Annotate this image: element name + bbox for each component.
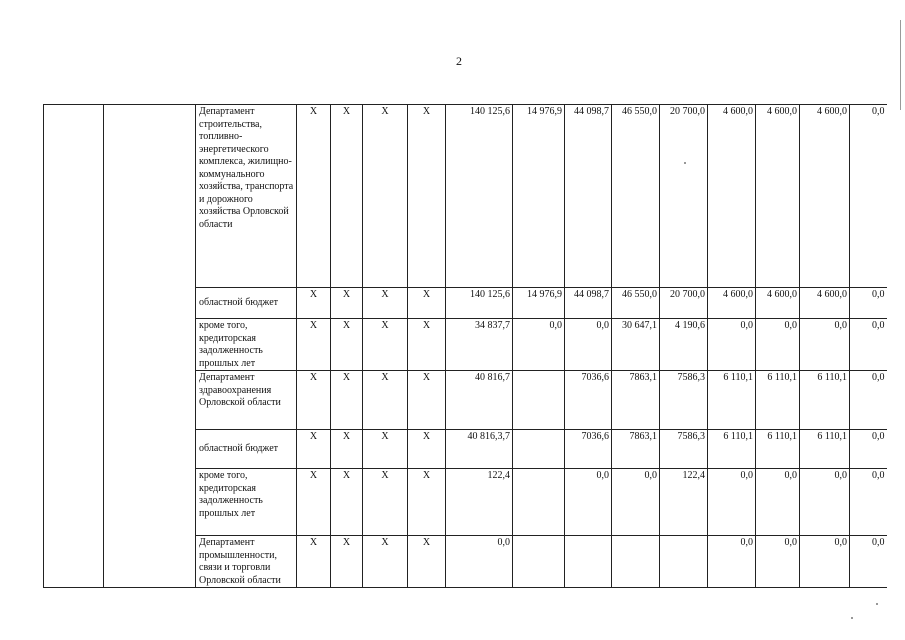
x-cell: X [331,536,363,588]
x-cell: X [363,319,408,371]
value-cell [513,371,565,430]
value-cell: 4 600,0 [708,288,756,319]
value-cell: 20 700,0 [660,288,708,319]
x-cell: X [297,371,331,430]
x-cell: X [297,536,331,588]
scan-speck [851,617,853,619]
x-cell: X [408,536,446,588]
value-cell: 40 816,7 [446,371,513,430]
value-cell: 46 550,0 [612,105,660,288]
x-cell: X [331,430,363,469]
value-cell: 7863,1 [612,371,660,430]
x-cell: X [408,319,446,371]
value-cell: 4 600,0 [800,288,850,319]
value-cell: 7863,1 [612,430,660,469]
value-cell: 0,0 [850,288,887,319]
x-cell: X [408,288,446,319]
x-cell: X [363,105,408,288]
value-cell: 0,0 [565,319,612,371]
row-name-cell: Департамент здравоохранения Орловской области [196,371,297,430]
x-cell: X [331,319,363,371]
value-cell: 4 600,0 [800,105,850,288]
x-cell: X [331,469,363,536]
x-cell: X [408,371,446,430]
value-cell: 44 098,7 [565,288,612,319]
value-cell: 0,0 [800,319,850,371]
value-cell: 0,0 [708,469,756,536]
value-cell: 6 110,1 [708,371,756,430]
value-cell: 46 550,0 [612,288,660,319]
x-cell: X [363,288,408,319]
value-cell: 20 700,0 [660,105,708,288]
row-name-cell: Департамент строительства, топливно-энергетического комплекса, жилищно-коммунального хозяйства, транспорта и дорожного хозяйства Орловской области [196,105,297,288]
value-cell: 0,0 [513,319,565,371]
row-name-cell: областной бюджет [196,430,297,469]
x-cell: X [297,105,331,288]
value-cell: 44 098,7 [565,105,612,288]
x-cell: X [331,105,363,288]
value-cell: 122,4 [446,469,513,536]
value-cell: 4 600,0 [756,105,800,288]
row-name-cell: областной бюджет [196,288,297,319]
value-cell: 0,0 [800,469,850,536]
scan-speck [876,603,878,605]
x-cell: X [297,319,331,371]
value-cell: 7036,6 [565,371,612,430]
value-cell [513,469,565,536]
blank-cell [104,105,196,588]
value-cell: 0,0 [612,469,660,536]
scan-edge-line [900,20,901,110]
x-cell: X [331,288,363,319]
value-cell: 40 816,3,7 [446,430,513,469]
value-cell [660,536,708,588]
value-cell: 0,0 [756,469,800,536]
value-cell: 6 110,1 [800,371,850,430]
value-cell: 0,0 [850,371,887,430]
value-cell: 4 600,0 [708,105,756,288]
row-name-cell: кроме того, кредиторская задолженность прошлых лет [196,319,297,371]
x-cell: X [408,105,446,288]
x-cell: X [297,430,331,469]
value-cell: 0,0 [850,105,887,288]
value-cell: 7586,3 [660,371,708,430]
value-cell: 6 110,1 [756,371,800,430]
value-cell [513,430,565,469]
value-cell: 6 110,1 [708,430,756,469]
x-cell: X [331,371,363,430]
value-cell: 0,0 [850,469,887,536]
x-cell: X [363,536,408,588]
value-cell: 0,0 [565,469,612,536]
value-cell: 0,0 [708,319,756,371]
x-cell: X [408,469,446,536]
value-cell [612,536,660,588]
value-cell: 6 110,1 [756,430,800,469]
value-cell: 0,0 [756,319,800,371]
value-cell: 34 837,7 [446,319,513,371]
value-cell: 0,0 [708,536,756,588]
value-cell: 140 125,6 [446,288,513,319]
value-cell: 6 110,1 [800,430,850,469]
value-cell: 0,0 [446,536,513,588]
value-cell: 7586,3 [660,430,708,469]
value-cell [513,536,565,588]
value-cell: 4 190,6 [660,319,708,371]
x-cell: X [363,371,408,430]
x-cell: X [408,430,446,469]
x-cell: X [363,469,408,536]
value-cell: 30 647,1 [612,319,660,371]
x-cell: X [297,288,331,319]
value-cell: 0,0 [850,536,887,588]
value-cell: 140 125,6 [446,105,513,288]
row-name-cell: Департамент промышленности, связи и торговли Орловской области [196,536,297,588]
budget-table [43,104,887,588]
value-cell: 7036,6 [565,430,612,469]
value-cell: 14 976,9 [513,105,565,288]
value-cell: 14 976,9 [513,288,565,319]
x-cell: X [297,469,331,536]
x-cell: X [363,430,408,469]
value-cell: 0,0 [850,430,887,469]
value-cell: 4 600,0 [756,288,800,319]
value-cell: 122,4 [660,469,708,536]
page-number: 2 [456,54,462,68]
value-cell: 0,0 [756,536,800,588]
row-name-cell: кроме того, кредиторская задолженность прошлых лет [196,469,297,536]
value-cell: 0,0 [850,319,887,371]
value-cell: 0,0 [800,536,850,588]
table-row [44,105,887,288]
blank-cell [44,105,104,588]
value-cell [565,536,612,588]
